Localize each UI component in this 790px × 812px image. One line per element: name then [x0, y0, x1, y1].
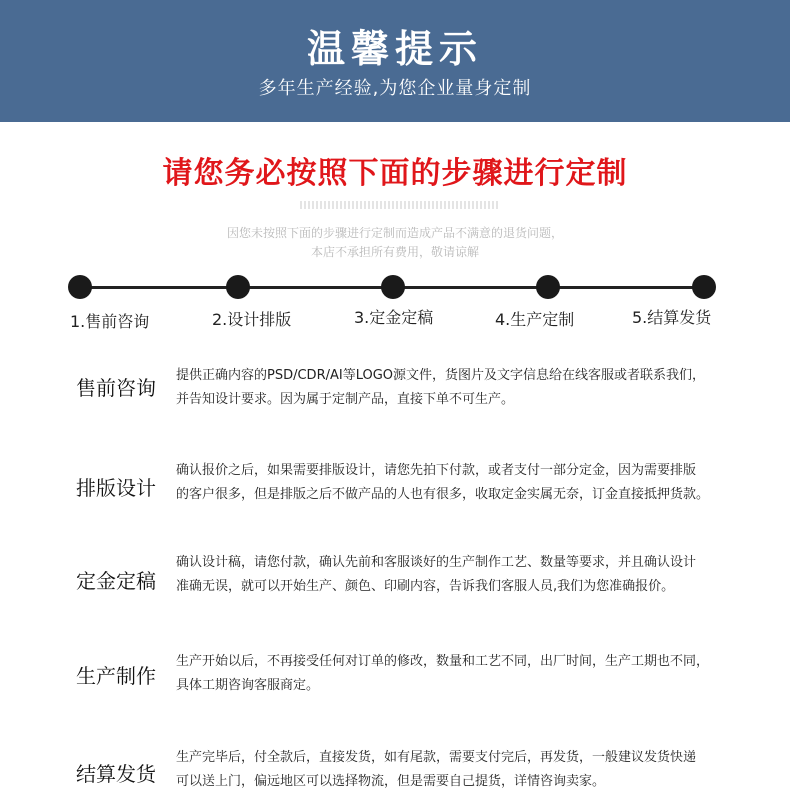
row-desc-line: 具体工期咨询客服商定。 — [176, 678, 320, 693]
notice-line-2: 本店不承担所有费用，敬请谅解 — [310, 245, 479, 259]
step-label-4: 4.生产定制 — [495, 310, 575, 329]
row-desc-line: 的客户很多，但是排版之后不做产品的人也有很多，收取定金实属无奈，订金直接抵押货款。 — [176, 487, 710, 502]
step-label-2: 2.设计排版 — [212, 310, 292, 329]
headline: 请您务必按照下面的步骤进行定制 — [162, 156, 628, 191]
row-title-settlement: 结算发货 — [76, 762, 156, 786]
row-desc-line: 可以送上门，偏远地区可以选择物流，但是需要自己提货，详情咨询卖家。 — [176, 774, 606, 789]
row-desc-line: 提供正确内容的PSD/CDR/AI等LOGO源文件，货图片及文字信息给在线客服或者联系我们， — [176, 368, 706, 383]
step-label-1: 1.售前咨询 — [70, 312, 150, 331]
notice-line-1: 因您未按照下面的步骤进行定制而造成产品不满意的退货问题， — [226, 226, 563, 240]
row-desc-production — [176, 650, 736, 698]
header-banner — [0, 0, 790, 122]
step-label-5: 5.结算发货 — [632, 308, 712, 327]
decorative-divider — [300, 201, 500, 209]
step-label-3: 3.定金定稿 — [354, 308, 434, 327]
row-desc-line: 确认报价之后，如果需要排版设计，请您先拍下付款，或者支付一部分定金，因为需要排版 — [176, 463, 697, 478]
timeline-dot-1 — [68, 275, 92, 299]
row-desc-line: 并告知设计要求。因为属于定制产品，直接下单不可生产。 — [176, 392, 515, 407]
row-desc-deposit — [176, 551, 736, 599]
row-desc-presale — [176, 364, 736, 412]
row-desc-line: 准确无误，就可以开始生产、颜色、印刷内容，告诉我们客服人员,我们为您准确报价。 — [176, 579, 675, 594]
row-desc-line: 确认设计稿，请您付款，确认先前和客服谈好的生产制作工艺、数量等要求，并且确认设计 — [176, 555, 697, 570]
row-desc-line: 生产开始以后，不再接受任何对订单的修改，数量和工艺不同，出厂时间，生产工期也不同， — [176, 654, 710, 669]
row-title-deposit: 定金定稿 — [76, 569, 156, 593]
row-desc-line: 生产完毕后，付全款后，直接发货，如有尾款，需要支付完后，再发货，一般建议发货快递 — [176, 750, 697, 765]
timeline-dot-4 — [536, 275, 560, 299]
row-title-design: 排版设计 — [76, 476, 156, 500]
row-title-production: 生产制作 — [76, 664, 156, 688]
row-title-presale: 售前咨询 — [76, 376, 156, 400]
timeline-dot-2 — [226, 275, 250, 299]
row-desc-settlement — [176, 746, 736, 794]
notice-text — [0, 224, 790, 262]
banner-subtitle: 多年生产经验,为您企业量身定制 — [258, 78, 532, 99]
timeline-dot-3 — [381, 275, 405, 299]
timeline-dot-5 — [692, 275, 716, 299]
banner-title: 温馨提示 — [306, 27, 483, 71]
row-desc-design — [176, 459, 736, 507]
